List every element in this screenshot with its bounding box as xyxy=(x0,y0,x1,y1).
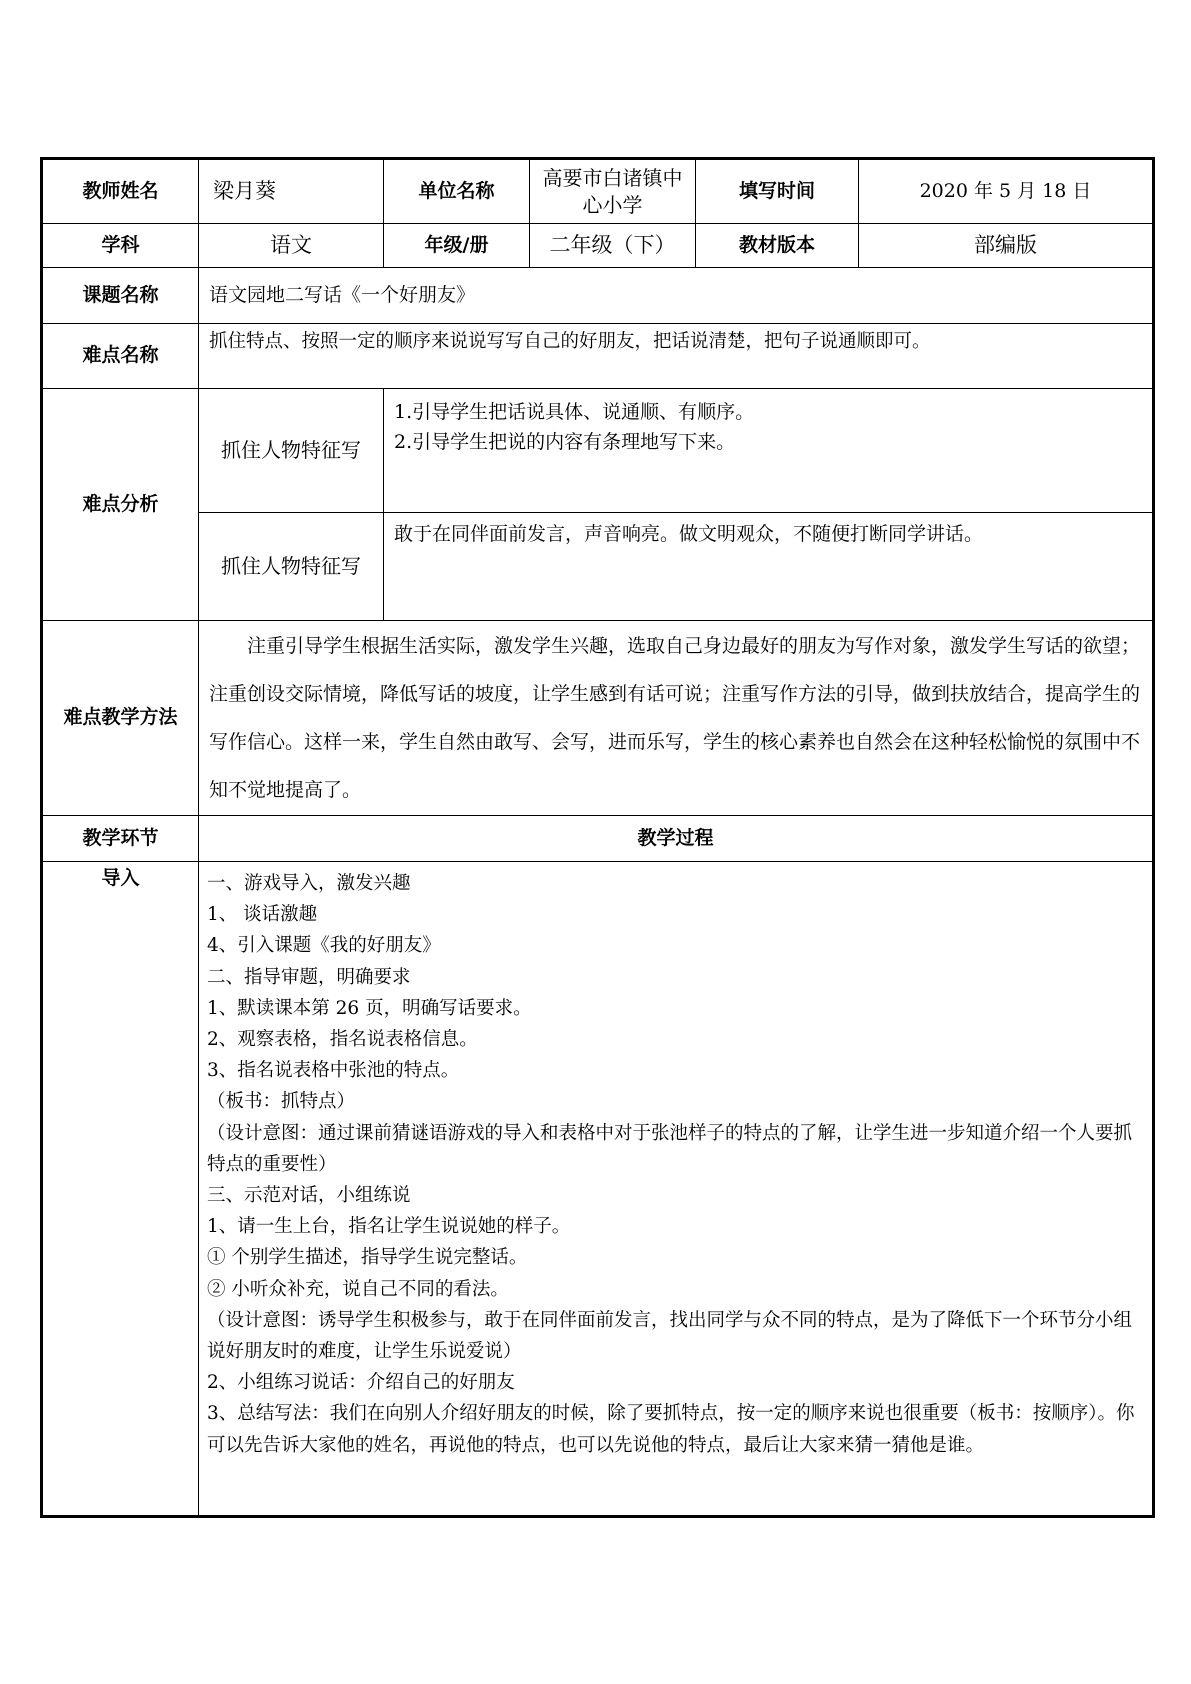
fill-date-label: 填写时间 xyxy=(696,159,859,224)
process-header-row xyxy=(42,816,1154,862)
fill-date-value: 2020 年 5 月 18 日 xyxy=(859,159,1154,224)
analysis-row-2-title: 抓住人物特征写 xyxy=(199,513,384,621)
grade-value: 二年级（下） xyxy=(530,224,696,268)
process-line: 3、指名说表格中张池的特点。 xyxy=(207,1060,460,1082)
process-header: 教学过程 xyxy=(199,816,1154,862)
topic-row xyxy=(42,268,1154,324)
teacher-name-label: 教师姓名 xyxy=(42,159,199,224)
process-line: 三、示范对话，小组练说 xyxy=(207,1185,411,1207)
process-line: 2、小组练习说话：介绍自己的好朋友 xyxy=(207,1372,515,1394)
method-text: 注重引导学生根据生活实际，激发学生兴趣，选取自己身边最好的朋友为写作对象，激发学生写话的欲望；注重创设交际情境，降低写话的坡度，让学生感到有话可说；注重写作方法的引导，做到扶放结合，提高学生的写作信心。这样一来，学生自然由敢写、会写，进而乐写，学生的核心素养也自然会在这种轻松愉悦的氛围中不知不觉地提高了。 xyxy=(209,635,1141,801)
process-line: 1、 谈话激趣 xyxy=(207,904,318,926)
teacher-name-value: 梁月葵 xyxy=(199,159,384,224)
method-label: 难点教学方法 xyxy=(42,621,199,816)
difficulty-row xyxy=(42,324,1154,389)
analysis-item: 2.引导学生把说的内容有条理地写下来。 xyxy=(394,431,736,453)
subject-label: 学科 xyxy=(42,224,199,268)
method-row xyxy=(42,621,1154,816)
analysis-row-1-content xyxy=(384,389,1154,513)
subject-value: 语文 xyxy=(199,224,384,268)
process-line: 2、观察表格，指名说表格信息。 xyxy=(207,1029,478,1051)
grade-label: 年级/册 xyxy=(384,224,530,268)
analysis-row-1-title: 抓住人物特征写 xyxy=(199,389,384,513)
analysis-row-2 xyxy=(42,513,1154,621)
analysis-item: 1.引导学生把话说具体、说通顺、有顺序。 xyxy=(394,401,755,423)
process-line: 二、指导审题，明确要求 xyxy=(207,966,411,988)
analysis-row-2-content xyxy=(384,513,1154,621)
stage-value: 导入 xyxy=(42,862,199,1517)
process-line: 1、请一生上台，指名让学生说说她的样子。 xyxy=(207,1216,571,1238)
method-content xyxy=(199,621,1154,816)
process-line: （设计意图：诱导学生积极参与，敢于在同伴面前发言，找出同学与众不同的特点，是为了降低下一个环节分小组说好朋友时的难度，让学生乐说爱说） xyxy=(207,1309,1133,1363)
process-row xyxy=(42,862,1154,1517)
analysis-row-1 xyxy=(42,389,1154,513)
analysis-label: 难点分析 xyxy=(42,389,199,621)
topic-value: 语文园地二写话《一个好朋友》 xyxy=(199,268,1154,324)
process-line: 4、引入课题《我的好朋友》 xyxy=(207,935,441,957)
process-line: 1、默读课本第 26 页，明确写话要求。 xyxy=(207,997,532,1019)
difficulty-value: 抓住特点、按照一定的顺序来说说写写自己的好朋友，把话说清楚，把句子说通顺即可。 xyxy=(199,324,1154,389)
process-line: 一、游戏导入，激发兴趣 xyxy=(207,873,411,894)
lesson-plan-table xyxy=(40,157,1155,1518)
analysis-item: 敢于在同伴面前发言，声音响亮。做文明观众，不随便打断同学讲话。 xyxy=(394,523,984,545)
difficulty-label: 难点名称 xyxy=(42,324,199,389)
process-line: ① 个别学生描述，指导学生说完整话。 xyxy=(207,1247,528,1269)
process-line: ② 小听众补充，说自己不同的看法。 xyxy=(207,1278,509,1300)
header-row-2 xyxy=(42,224,1154,268)
process-content xyxy=(199,862,1154,1517)
stage-header: 教学环节 xyxy=(42,816,199,862)
header-row-1 xyxy=(42,159,1154,224)
edition-value: 部编版 xyxy=(859,224,1154,268)
process-line: 3、总结写法：我们在向别人介绍好朋友的时候，除了要抓特点，按一定的顺序来说也很重要（板书：按顺序）。你可以先告诉大家他的姓名，再说他的特点，也可以先说他的特点，最后让大家来猜一猜他是谁。 xyxy=(207,1403,1135,1456)
unit-name-label: 单位名称 xyxy=(384,159,530,224)
topic-label: 课题名称 xyxy=(42,268,199,324)
process-line: （板书：抓特点） xyxy=(207,1091,356,1113)
unit-name-value: 高要市白诸镇中心小学 xyxy=(530,159,696,224)
edition-label: 教材版本 xyxy=(696,224,859,268)
process-line: （设计意图：通过课前猜谜语游戏的导入和表格中对于张池样子的特点的了解，让学生进一步知道介绍一个人要抓特点的重要性） xyxy=(207,1122,1133,1175)
